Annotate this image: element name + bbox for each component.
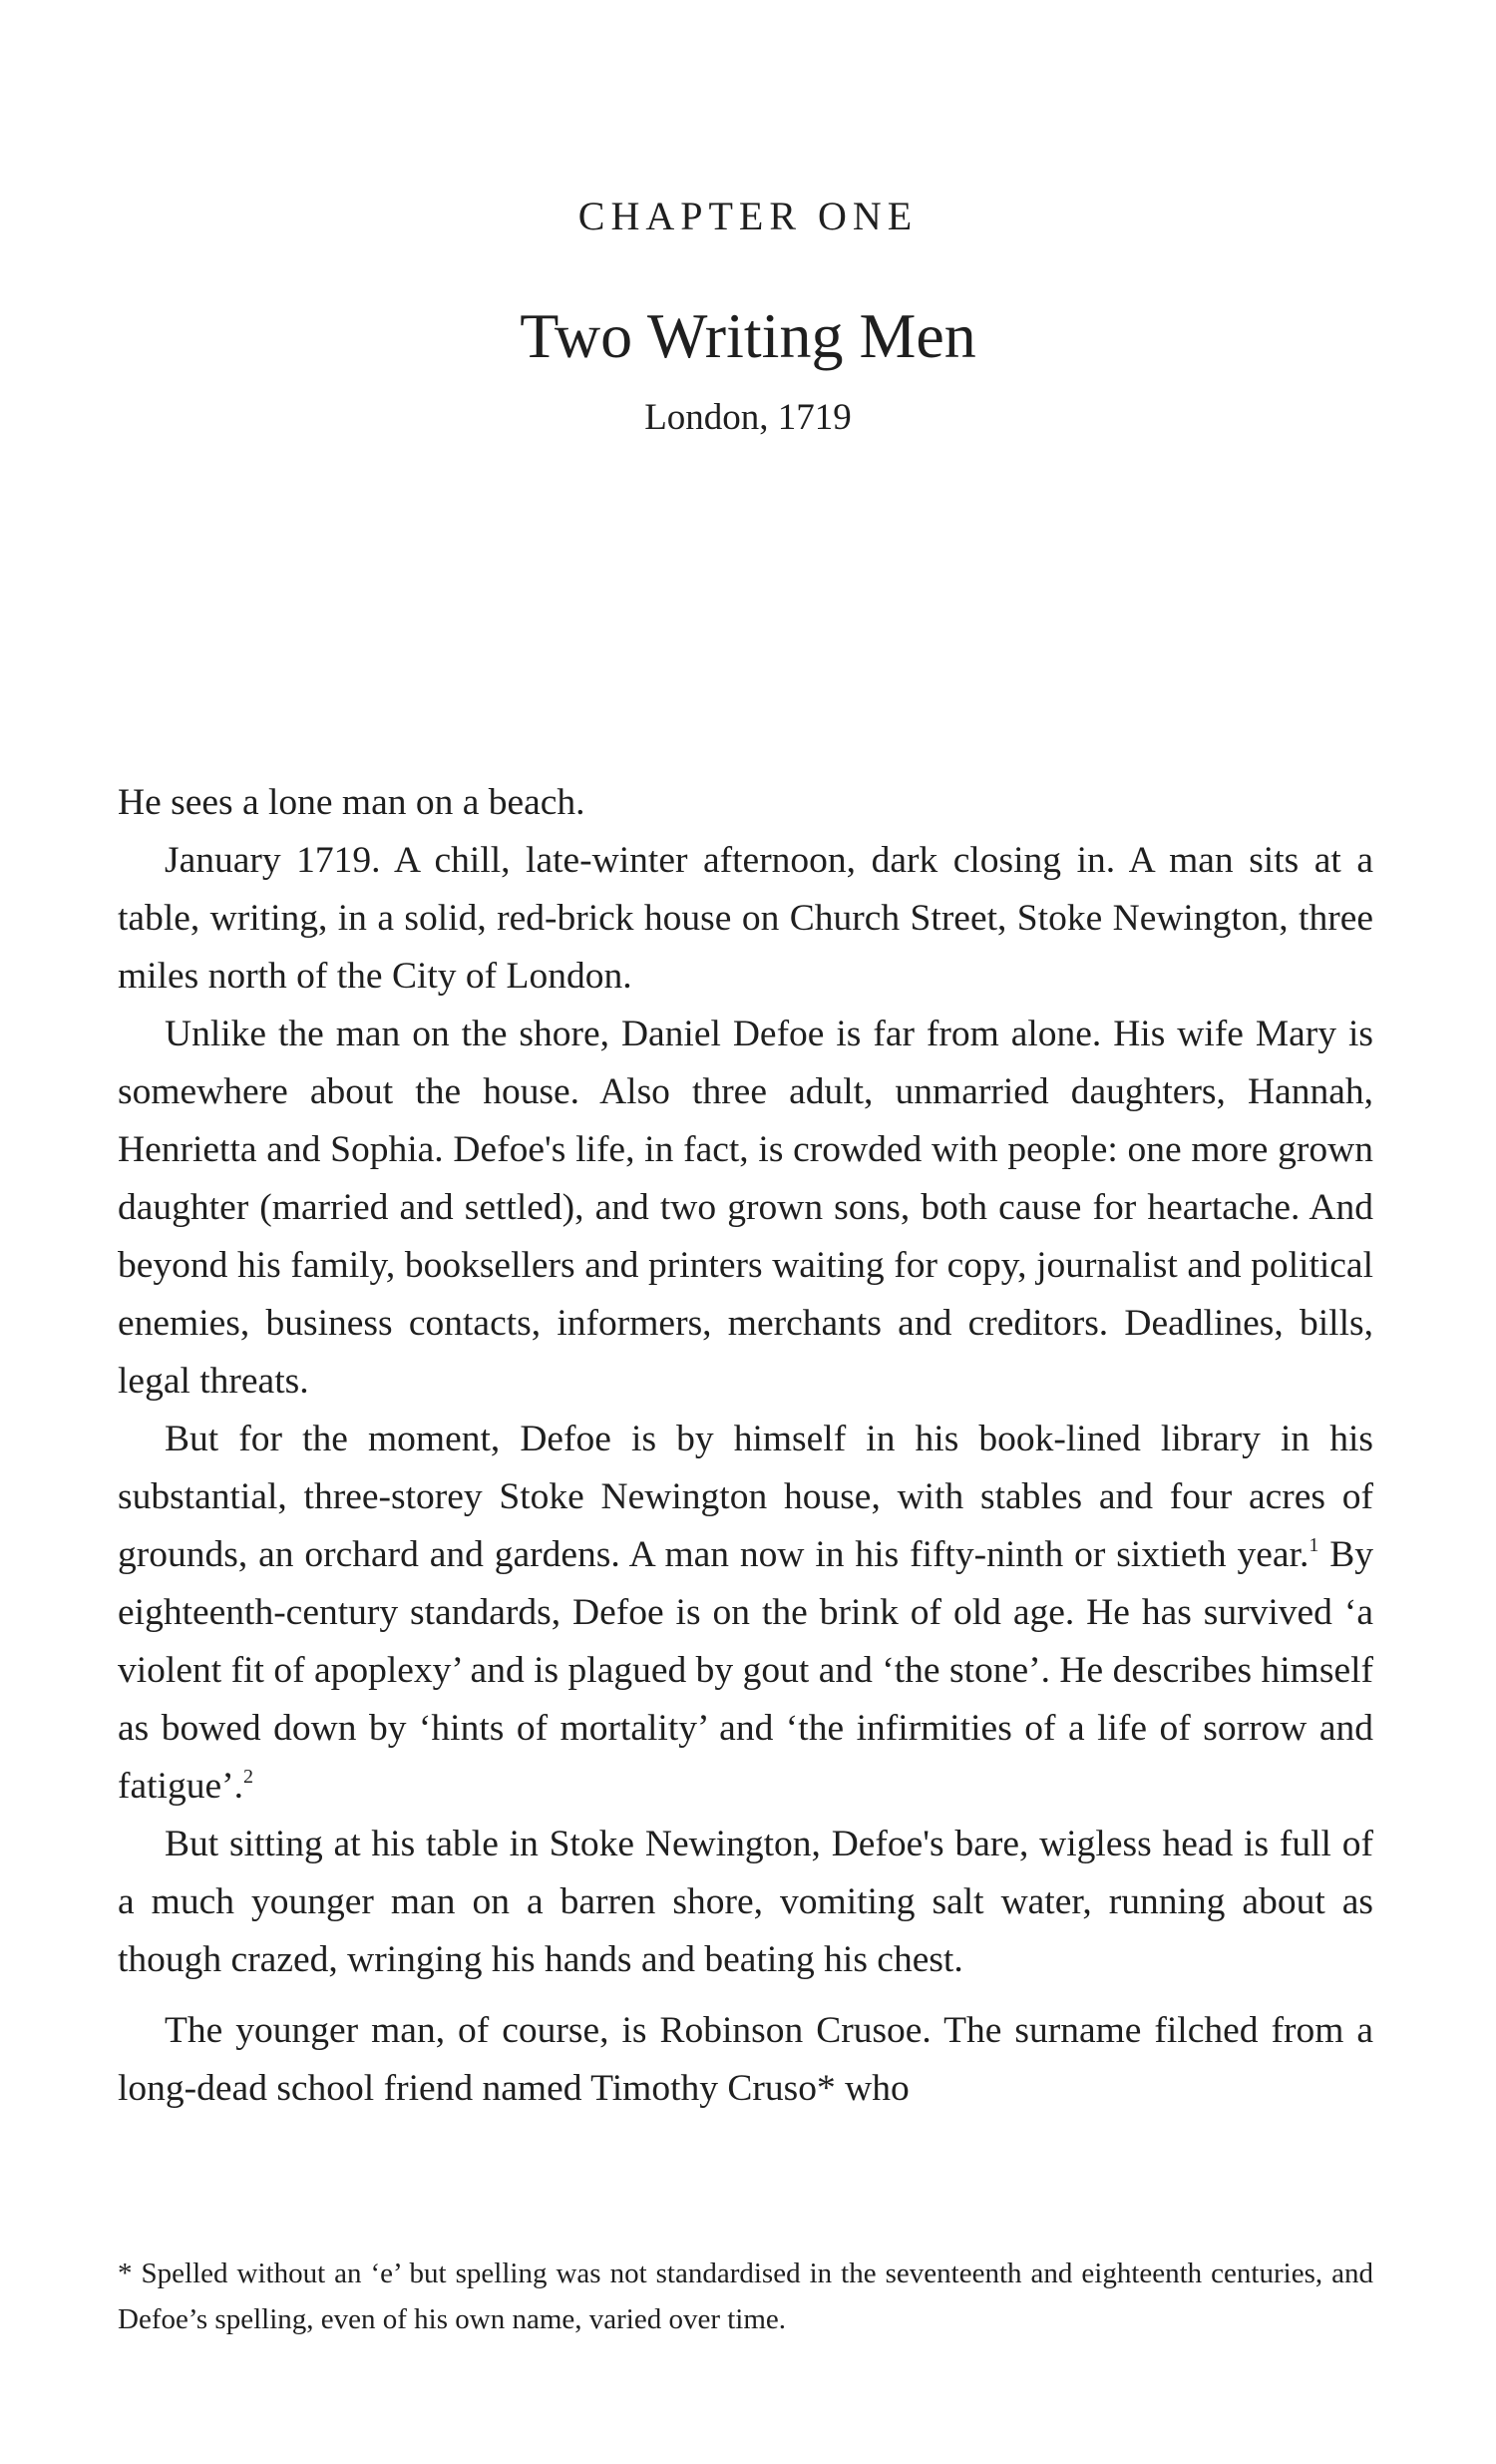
paragraph-1: He sees a lone man on a beach. [118, 782, 585, 823]
body-text [118, 774, 1373, 2118]
paragraph-3: Unlike the man on the shore, Daniel Defoe is far from alone. His wife Mary is somewhere about the house. Also three adult, unmarried daughters, Hannah, Henrietta and Sophia. Defoe's life, in fact, is crowded with people: one more grown daughter (married and settled), and two grown sons, both cause for heartache. And beyond his family, booksellers and printers waiting for copy, journalist and political enemies, business contacts, informers, merchants and creditors. Deadlines, bills, legal threats. [118, 1014, 1373, 1402]
footnote-ref-1: 1 [1309, 1534, 1319, 1556]
chapter-subtitle: London, 1719 [644, 397, 852, 438]
chapter-title: Two Writing Men [520, 300, 976, 371]
footnote [118, 2251, 1373, 2342]
footnote-text: * Spelled without an ‘e’ but spelling was not standardised in the seventeenth and eighteenth centuries, and Defoe’s spelling, even of his own name, varied over time. [118, 2258, 1373, 2335]
paragraph-4-text-b: By eighteenth-century standards, Defoe is on the brink of old age. He has survived ‘a violent fit of apoplexy’ and is plagued by gout and ‘the stone’. He describes himself as bowed down by ‘hints of mortality’ and ‘the infirmities of a life of sorrow and fatigue’. [118, 1534, 1373, 1807]
paragraph-2: January 1719. A chill, late-winter afternoon, dark closing in. A man sits at a table, writing, in a solid, red-brick house on Church Street, Stoke Newington, three miles north of the City of London. [118, 840, 1373, 997]
chapter-label: CHAPTER ONE [577, 194, 919, 238]
paragraph-5: But sitting at his table in Stoke Newington, Defoe's bare, wigless head is full of a much younger man on a barren shore, vomiting salt water, running about as though crazed, wringing his hands and beating his chest. [118, 1824, 1373, 1980]
paragraph-4 [118, 1411, 1373, 1816]
paragraph-6: The younger man, of course, is Robinson Crusoe. The surname filched from a long-dead school friend named Timothy Cruso* who [118, 2010, 1373, 2109]
footnote-ref-2: 2 [242, 1766, 253, 1788]
paragraph-4-text-a: But for the moment, Defoe is by himself in his book-lined library in his substantial, three-storey Stoke Newington house, with stables and four acres of grounds, an orchard and gardens. A man now in his fifty-ninth or sixtieth year. [118, 1419, 1373, 1575]
